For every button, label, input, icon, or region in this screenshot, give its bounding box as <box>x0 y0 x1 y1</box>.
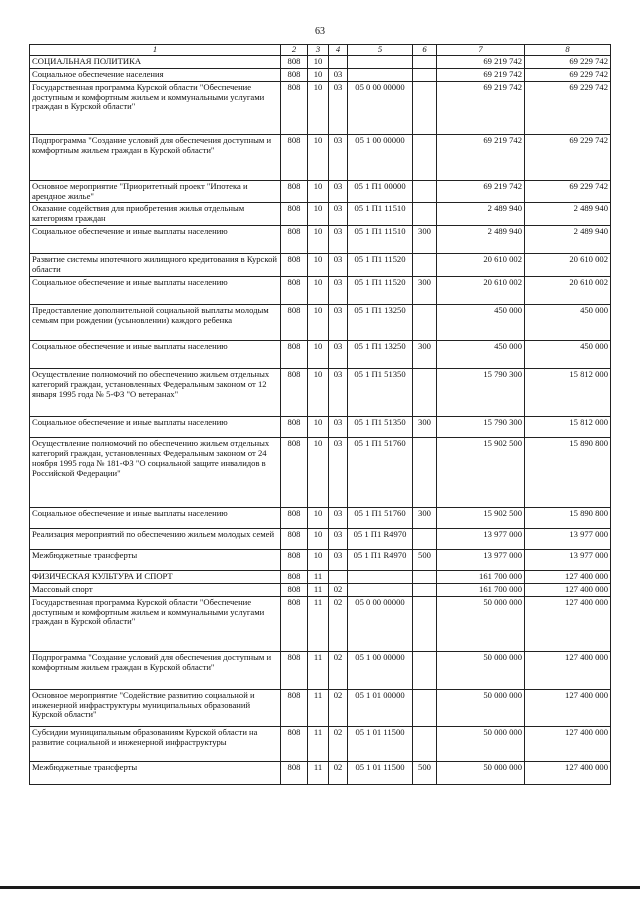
row-c5-cell: 05 1 П1 51350 <box>348 368 413 416</box>
row-c3-cell: 10 <box>308 437 329 507</box>
row-c6-cell <box>413 304 437 340</box>
row-c3-cell: 11 <box>308 726 329 761</box>
row-c5-cell: 05 1 П1 11510 <box>348 203 413 226</box>
row-c6-cell <box>413 528 437 549</box>
row-c7-cell: 50 000 000 <box>437 761 525 784</box>
row-c6-cell <box>413 180 437 203</box>
row-c3-cell: 10 <box>308 368 329 416</box>
page-number: 63 <box>315 26 325 37</box>
row-c2-cell: 808 <box>281 416 308 437</box>
row-c5-cell: 05 1 01 11500 <box>348 761 413 784</box>
row-name-cell: Предоставление дополнительной социальной выплаты молодым семьям при рождении (усыновлении) каждого ребенка <box>30 304 281 340</box>
row-c5-cell <box>348 68 413 81</box>
row-c8-cell: 15 890 800 <box>525 437 611 507</box>
row-c4-cell: 02 <box>329 583 348 596</box>
row-c5-cell: 05 1 П1 51760 <box>348 437 413 507</box>
row-c5-cell: 05 1 П1 R4970 <box>348 549 413 570</box>
row-c3-cell: 10 <box>308 416 329 437</box>
row-name-cell: Социальное обеспечение и иные выплаты населению <box>30 276 281 304</box>
row-c5-cell: 05 1 01 00000 <box>348 689 413 726</box>
row-name-cell: Основное мероприятие "Содействие развитию социальной и инженерной инфраструктуры муниципальных образований Курской области" <box>30 689 281 726</box>
row-c2-cell: 808 <box>281 726 308 761</box>
row-c3-cell: 10 <box>308 68 329 81</box>
row-c3-cell: 11 <box>308 651 329 689</box>
row-c8-cell: 15 812 000 <box>525 368 611 416</box>
row-c2-cell: 808 <box>281 596 308 651</box>
row-c7-cell: 13 977 000 <box>437 549 525 570</box>
row-c2-cell: 808 <box>281 368 308 416</box>
table-row <box>30 304 611 340</box>
row-c4-cell <box>329 55 348 68</box>
row-c5-cell: 05 1 П1 00000 <box>348 180 413 203</box>
row-c6-cell: 300 <box>413 276 437 304</box>
column-header: 4 <box>329 45 348 56</box>
row-c8-cell: 20 610 002 <box>525 254 611 277</box>
row-c8-cell: 69 229 742 <box>525 81 611 134</box>
column-header: 6 <box>413 45 437 56</box>
row-c6-cell: 500 <box>413 761 437 784</box>
row-c4-cell: 02 <box>329 761 348 784</box>
row-name-cell: Реализация мероприятий по обеспечению жильем молодых семей <box>30 528 281 549</box>
row-c8-cell: 69 229 742 <box>525 180 611 203</box>
row-name-cell: Субсидии муниципальным образованиям Курской области на развитие социальной и инженерной инфраструктуры <box>30 726 281 761</box>
row-c5-cell: 05 1 П1 R4970 <box>348 528 413 549</box>
row-c3-cell: 10 <box>308 55 329 68</box>
row-name-cell: Социальное обеспечение населения <box>30 68 281 81</box>
row-c6-cell <box>413 437 437 507</box>
row-c8-cell: 127 400 000 <box>525 596 611 651</box>
row-c7-cell: 450 000 <box>437 340 525 368</box>
row-c4-cell: 03 <box>329 549 348 570</box>
row-name-cell: Подпрограмма "Создание условий для обеспечения доступным и комфортным жильем граждан в Курской области" <box>30 651 281 689</box>
row-c5-cell: 05 0 00 00000 <box>348 81 413 134</box>
row-c4-cell: 03 <box>329 81 348 134</box>
table-row <box>30 761 611 784</box>
row-name-cell: СОЦИАЛЬНАЯ ПОЛИТИКА <box>30 55 281 68</box>
row-c6-cell: 300 <box>413 416 437 437</box>
row-c7-cell: 15 902 500 <box>437 437 525 507</box>
row-c3-cell: 10 <box>308 203 329 226</box>
row-c7-cell: 2 489 940 <box>437 203 525 226</box>
row-c2-cell: 808 <box>281 203 308 226</box>
row-c7-cell: 50 000 000 <box>437 726 525 761</box>
table-row <box>30 180 611 203</box>
row-c4-cell: 03 <box>329 180 348 203</box>
row-c7-cell: 50 000 000 <box>437 596 525 651</box>
row-c7-cell: 50 000 000 <box>437 689 525 726</box>
row-c4-cell: 03 <box>329 203 348 226</box>
column-header: 8 <box>525 45 611 56</box>
row-c3-cell: 10 <box>308 134 329 180</box>
row-c7-cell: 69 219 742 <box>437 134 525 180</box>
row-c5-cell: 05 1 П1 11510 <box>348 226 413 254</box>
row-c2-cell: 808 <box>281 651 308 689</box>
row-name-cell: Основное мероприятие "Приоритетный проект "Ипотека и арендное жилье" <box>30 180 281 203</box>
table-row <box>30 528 611 549</box>
row-c2-cell: 808 <box>281 507 308 528</box>
row-c2-cell: 808 <box>281 180 308 203</box>
row-c2-cell: 808 <box>281 689 308 726</box>
row-c4-cell: 02 <box>329 651 348 689</box>
table-row <box>30 507 611 528</box>
row-c4-cell: 03 <box>329 304 348 340</box>
table-row <box>30 549 611 570</box>
row-c2-cell: 808 <box>281 583 308 596</box>
row-c4-cell: 03 <box>329 416 348 437</box>
row-name-cell: Развитие системы ипотечного жилищного кредитования в Курской области <box>30 254 281 277</box>
table-row <box>30 416 611 437</box>
table-row <box>30 254 611 277</box>
row-c3-cell: 10 <box>308 304 329 340</box>
row-c7-cell: 2 489 940 <box>437 226 525 254</box>
row-c8-cell: 69 229 742 <box>525 55 611 68</box>
row-c7-cell: 13 977 000 <box>437 528 525 549</box>
row-name-cell: Осуществление полномочий по обеспечению жильем отдельных категорий граждан, установленных Федеральным законом от 24 ноября 1995 года № 181-ФЗ "О социальной защите инвалидов в Российской Федерации" <box>30 437 281 507</box>
table-row <box>30 596 611 651</box>
budget-table <box>29 44 611 785</box>
row-c3-cell: 10 <box>308 549 329 570</box>
column-header: 1 <box>30 45 281 56</box>
column-header-row <box>30 45 611 56</box>
row-c4-cell: 03 <box>329 276 348 304</box>
row-c5-cell: 05 1 П1 13250 <box>348 304 413 340</box>
row-c7-cell: 50 000 000 <box>437 651 525 689</box>
table-row <box>30 368 611 416</box>
row-c6-cell <box>413 596 437 651</box>
row-c4-cell: 02 <box>329 726 348 761</box>
row-c3-cell: 10 <box>308 180 329 203</box>
row-c2-cell: 808 <box>281 549 308 570</box>
table-row <box>30 651 611 689</box>
row-c4-cell: 03 <box>329 507 348 528</box>
row-c2-cell: 808 <box>281 528 308 549</box>
row-c6-cell: 300 <box>413 340 437 368</box>
table-body <box>30 55 611 784</box>
row-c6-cell <box>413 55 437 68</box>
row-c7-cell: 69 219 742 <box>437 180 525 203</box>
row-name-cell: Межбюджетные трансферты <box>30 761 281 784</box>
column-header: 7 <box>437 45 525 56</box>
row-c6-cell <box>413 134 437 180</box>
row-c3-cell: 10 <box>308 507 329 528</box>
row-c5-cell: 05 0 00 00000 <box>348 596 413 651</box>
row-c4-cell: 03 <box>329 226 348 254</box>
row-c6-cell <box>413 583 437 596</box>
row-c4-cell: 03 <box>329 340 348 368</box>
table-row <box>30 226 611 254</box>
row-c3-cell: 11 <box>308 583 329 596</box>
row-name-cell: Подпрограмма "Создание условий для обеспечения доступным и комфортным жильем граждан в Курской области" <box>30 134 281 180</box>
table-row <box>30 81 611 134</box>
row-c2-cell: 808 <box>281 304 308 340</box>
row-c6-cell <box>413 368 437 416</box>
table-row <box>30 583 611 596</box>
row-c6-cell: 500 <box>413 549 437 570</box>
row-c8-cell: 127 400 000 <box>525 583 611 596</box>
row-c4-cell: 02 <box>329 596 348 651</box>
row-c4-cell: 03 <box>329 368 348 416</box>
row-name-cell: ФИЗИЧЕСКАЯ КУЛЬТУРА И СПОРТ <box>30 570 281 583</box>
row-c7-cell: 69 219 742 <box>437 68 525 81</box>
row-c2-cell: 808 <box>281 55 308 68</box>
row-c8-cell: 2 489 940 <box>525 226 611 254</box>
row-c2-cell: 808 <box>281 254 308 277</box>
row-name-cell: Социальное обеспечение и иные выплаты населению <box>30 507 281 528</box>
row-c7-cell: 69 219 742 <box>437 81 525 134</box>
row-c2-cell: 808 <box>281 761 308 784</box>
row-c3-cell: 11 <box>308 689 329 726</box>
row-c7-cell: 15 790 300 <box>437 416 525 437</box>
row-c4-cell: 02 <box>329 689 348 726</box>
row-c5-cell: 05 1 П1 51760 <box>348 507 413 528</box>
row-c6-cell <box>413 203 437 226</box>
row-c5-cell <box>348 583 413 596</box>
row-c2-cell: 808 <box>281 437 308 507</box>
row-c8-cell: 127 400 000 <box>525 570 611 583</box>
row-c8-cell: 69 229 742 <box>525 134 611 180</box>
row-c6-cell: 300 <box>413 507 437 528</box>
row-c6-cell <box>413 689 437 726</box>
row-name-cell: Социальное обеспечение и иные выплаты населению <box>30 226 281 254</box>
row-c3-cell: 10 <box>308 276 329 304</box>
column-header: 2 <box>281 45 308 56</box>
row-c7-cell: 15 902 500 <box>437 507 525 528</box>
row-name-cell: Массовый спорт <box>30 583 281 596</box>
row-c8-cell: 15 890 800 <box>525 507 611 528</box>
table-row <box>30 726 611 761</box>
table-row <box>30 134 611 180</box>
table-row <box>30 570 611 583</box>
row-c8-cell: 15 812 000 <box>525 416 611 437</box>
row-c4-cell: 03 <box>329 437 348 507</box>
row-c2-cell: 808 <box>281 81 308 134</box>
table-row <box>30 55 611 68</box>
column-header: 5 <box>348 45 413 56</box>
row-c7-cell: 161 700 000 <box>437 570 525 583</box>
row-name-cell: Социальное обеспечение и иные выплаты населению <box>30 340 281 368</box>
row-c7-cell: 161 700 000 <box>437 583 525 596</box>
row-c8-cell: 127 400 000 <box>525 726 611 761</box>
table-row <box>30 340 611 368</box>
row-c5-cell: 05 1 01 11500 <box>348 726 413 761</box>
row-c8-cell: 20 610 002 <box>525 276 611 304</box>
row-c5-cell: 05 1 00 00000 <box>348 134 413 180</box>
row-c3-cell: 10 <box>308 340 329 368</box>
row-c7-cell: 20 610 002 <box>437 276 525 304</box>
table-row <box>30 68 611 81</box>
row-c3-cell: 10 <box>308 528 329 549</box>
row-c6-cell: 300 <box>413 226 437 254</box>
row-name-cell: Межбюджетные трансферты <box>30 549 281 570</box>
row-c3-cell: 11 <box>308 570 329 583</box>
row-c3-cell: 10 <box>308 254 329 277</box>
row-c5-cell <box>348 55 413 68</box>
row-c7-cell: 450 000 <box>437 304 525 340</box>
row-c5-cell: 05 1 П1 11520 <box>348 254 413 277</box>
row-name-cell: Социальное обеспечение и иные выплаты населению <box>30 416 281 437</box>
row-c5-cell <box>348 570 413 583</box>
row-c8-cell: 127 400 000 <box>525 651 611 689</box>
table-row <box>30 276 611 304</box>
row-c6-cell <box>413 570 437 583</box>
row-c2-cell: 808 <box>281 134 308 180</box>
row-name-cell: Государственная программа Курской области "Обеспечение доступным и комфортным жильем и коммунальными услугами граждан в Курской области" <box>30 81 281 134</box>
row-c2-cell: 808 <box>281 340 308 368</box>
row-c6-cell <box>413 81 437 134</box>
row-c4-cell: 03 <box>329 254 348 277</box>
row-c8-cell: 450 000 <box>525 340 611 368</box>
row-c5-cell: 05 1 00 00000 <box>348 651 413 689</box>
row-c5-cell: 05 1 П1 11520 <box>348 276 413 304</box>
row-c4-cell: 03 <box>329 528 348 549</box>
row-c8-cell: 13 977 000 <box>525 528 611 549</box>
row-c7-cell: 20 610 002 <box>437 254 525 277</box>
row-c2-cell: 808 <box>281 276 308 304</box>
row-c6-cell <box>413 651 437 689</box>
row-c2-cell: 808 <box>281 570 308 583</box>
row-c8-cell: 127 400 000 <box>525 689 611 726</box>
row-c3-cell: 11 <box>308 761 329 784</box>
row-c3-cell: 11 <box>308 596 329 651</box>
row-c8-cell: 69 229 742 <box>525 68 611 81</box>
row-c2-cell: 808 <box>281 226 308 254</box>
row-c6-cell <box>413 726 437 761</box>
row-c4-cell: 03 <box>329 134 348 180</box>
row-name-cell: Осуществление полномочий по обеспечению жильем отдельных категорий граждан, установленных Федеральным законом от 12 января 1995 года № 5-ФЗ "О ветеранах" <box>30 368 281 416</box>
table-row <box>30 689 611 726</box>
column-header: 3 <box>308 45 329 56</box>
row-c6-cell <box>413 254 437 277</box>
row-c5-cell: 05 1 П1 13250 <box>348 340 413 368</box>
row-c4-cell <box>329 570 348 583</box>
table-row <box>30 203 611 226</box>
row-c7-cell: 69 219 742 <box>437 55 525 68</box>
row-name-cell: Оказание содействия для приобретения жилья отдельным категориям граждан <box>30 203 281 226</box>
row-c5-cell: 05 1 П1 51350 <box>348 416 413 437</box>
table-row <box>30 437 611 507</box>
row-c8-cell: 450 000 <box>525 304 611 340</box>
row-c6-cell <box>413 68 437 81</box>
row-c3-cell: 10 <box>308 226 329 254</box>
row-c7-cell: 15 790 300 <box>437 368 525 416</box>
row-c3-cell: 10 <box>308 81 329 134</box>
row-c4-cell: 03 <box>329 68 348 81</box>
row-c8-cell: 127 400 000 <box>525 761 611 784</box>
row-name-cell: Государственная программа Курской области "Обеспечение доступным и комфортным жильем и коммунальными услугами граждан в Курской области" <box>30 596 281 651</box>
row-c2-cell: 808 <box>281 68 308 81</box>
row-c8-cell: 13 977 000 <box>525 549 611 570</box>
bottom-rule <box>0 886 640 889</box>
row-c8-cell: 2 489 940 <box>525 203 611 226</box>
